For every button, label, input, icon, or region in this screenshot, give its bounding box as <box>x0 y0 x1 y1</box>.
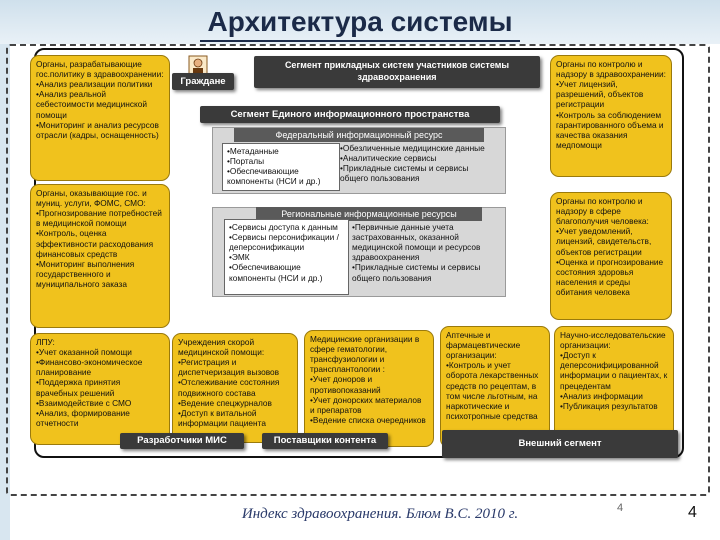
title-underline <box>200 40 520 42</box>
external-segment-label: Внешний сегмент <box>442 430 678 458</box>
regional-left-list: •Сервисы доступа к данным •Сервисы персонификации / деперсонификации •ЭМК •Обеспечивающие компоненты (НСИ и др.) <box>224 219 349 295</box>
person-icon <box>188 55 208 75</box>
content-providers-label: Поставщики контента <box>262 433 388 449</box>
pharmacy-text: Аптечные и фармацевтические организации: •Контроль и учет оборота лекарственных средств по рецептам, в том числе льготным, на наркотические и психотропные средства <box>446 330 539 421</box>
federal-resource-header: Федеральный информационный ресурс <box>234 128 484 142</box>
policy-bodies-box <box>30 55 170 181</box>
mis-developers-label: Разработчики МИС <box>120 433 244 449</box>
control-license-text: Органы по контролю и надзору в здравоохранении: •Учет лицензий, разрешений, объектов регистрации •Контроль за соблюдением гарантированного объема и качества оказания медпомощи <box>556 59 666 150</box>
federal-right-list: •Обезличенные медицинские данные •Аналитические сервисы •Прикладные системы и сервисы общего пользования <box>340 143 485 184</box>
page-title: Архитектура системы <box>207 6 513 37</box>
citizens-label: Граждане <box>172 73 234 90</box>
federal-left-list: •Метаданные •Порталы •Обеспечивающие компоненты (НСИ и др.) <box>222 143 340 191</box>
policy-bodies-text: Органы, разрабатывающие гос.политику в здравоохранении: •Анализ реализации политики •Анализ реальной себестоимости медицинской помощи •Мониторинг и анализ ресурсов отрасли (кадры, оснащенность) <box>36 59 164 140</box>
ambulance-box <box>172 333 298 443</box>
research-text: Научно-исследовательские организации: •Доступ к деперсонифицированной информации о пациентах, к прецедентам •Анализ информации •Публикация результатов <box>560 330 668 411</box>
control-welfare-text: Органы по контролю и надзору в сфере благополучия человека: •Учет уведомлений, лицензий, свидетельств, объектов регистрации •Оценка и прогнозирование состояния здоровья населения и среды обитания человека <box>556 196 664 297</box>
control-welfare-box <box>550 192 672 320</box>
footer-citation: Индекс здравоохранения. Блюм В.С. 2010 г. <box>241 506 519 522</box>
unified-info-space-segment: Сегмент Единого информационного пространства <box>200 106 500 123</box>
ambulance-text: Учреждения скорой медицинской помощи: •Регистрация и диспетчеризация вызовов •Отслеживание состояния подвижного состава •Ведение спецжурналов •Доступ к витальной информации пациента <box>178 337 280 428</box>
regional-resources-header: Региональные информационные ресурсы <box>256 207 482 221</box>
regional-right-list: •Первичные данные учета застрахованных, оказанной медицинской помощи и ресурсов здравоохранения •Прикладные системы и сервисы общего пользования <box>352 222 481 283</box>
lpu-text: ЛПУ: •Учет оказанной помощи •Финансово-экономическое планирование •Поддержка принятия врачебных решений •Взаимодействие с СМО •Анализ, формирование отчетности <box>36 337 143 428</box>
insurance-bodies-text: Органы, оказывающие гос. и муниц. услуги, ФОМС, СМО: •Прогнозирование потребностей в медицинской помощи •Контроль, оценка эффективности расходования финансовых средств •Мониторинг выполнения государственного и муниципального заказа <box>36 188 162 289</box>
applied-systems-segment: Сегмент прикладных систем участников системы здравоохранения <box>254 56 540 88</box>
lpu-box <box>30 333 170 445</box>
insurance-bodies-box <box>30 184 170 328</box>
slide-number-small: 4 <box>617 502 624 514</box>
control-license-box <box>550 55 672 177</box>
slide-number: 4 <box>688 504 697 521</box>
blood-orgs-box <box>304 330 434 447</box>
blood-orgs-text: Медицинские организации в сфере гематологии, трансфузиологии и трансплантологии : •Учет доноров и противопоказаний •Учет донорских материалов и препаратов •Ведение списка очередников <box>310 334 426 425</box>
